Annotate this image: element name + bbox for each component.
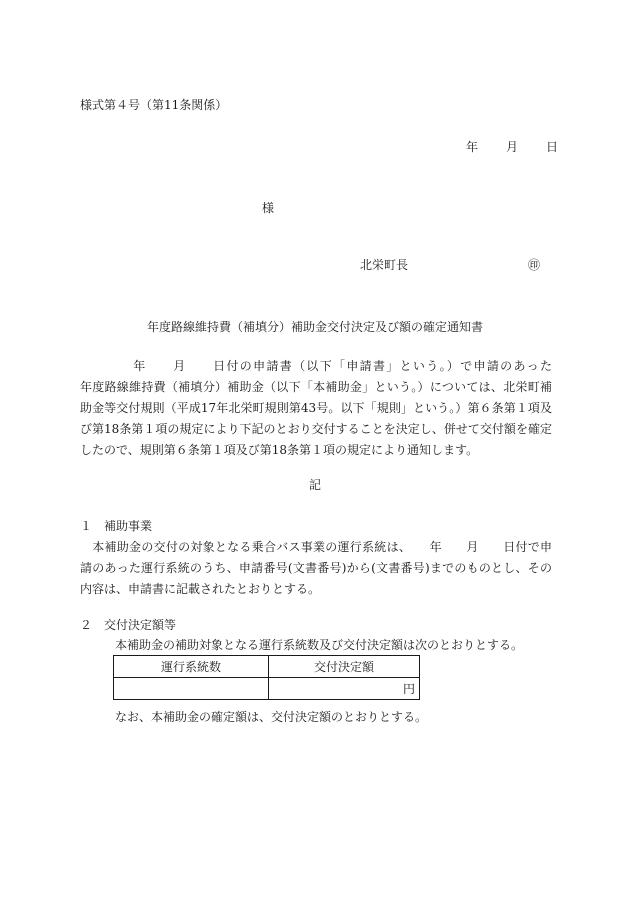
date-month: 月 — [506, 140, 519, 154]
form-number: 様式第４号（第11条関係） — [80, 98, 228, 112]
header-decision-amount: 交付決定額 — [269, 656, 420, 678]
table-header-row — [114, 656, 420, 678]
date-day: 日 — [546, 140, 559, 154]
section2-intro: 本補助金の補助対象となる運行系統数及び交付決定額は次のとおりとする。 — [115, 638, 524, 652]
cell-route-count — [114, 678, 269, 700]
document-title: 年度路線維持費（補填分）補助金交付決定及び額の確定通知書 — [146, 320, 483, 334]
section1-text: 本補助金の交付の対象となる乗合バス事業の運行系統は、 年 月 日付で申請のあった運行系統のうち、申請番号(文書番号)から(文書番号)までのものとし、その内容は、申請書に記載されたとおりとする。 — [80, 540, 552, 596]
date-year: 年 — [466, 140, 479, 154]
section2-note: なお、本補助金の確定額は、交付決定額のとおりとする。 — [115, 710, 428, 724]
addressee-honorific: 様 — [262, 201, 275, 215]
header-route-count: 運行系統数 — [114, 656, 269, 678]
table-row — [114, 678, 420, 700]
grant-amount-table — [113, 655, 420, 700]
date-line — [466, 138, 558, 155]
sender-title: 北栄町長 — [360, 258, 409, 272]
ki-marker: 記 — [308, 478, 321, 492]
body-paragraph: 年 月 日付の申請書（以下「申請書」という。）で申請のあった 年度路線維持費（補填分）補助金（以下「本補助金」という。）については、北栄町補助金等交付規則（平成17年北栄町規則第43号。以下「規則」という。）第６条第１項及び第18条第１項の規定により下記のとおり交付することを決定し、併せて交付額を確定したので、規則第６条第１項及び第18条第１項の規定により通知します。 — [80, 359, 589, 457]
cell-decision-amount: 円 — [269, 678, 420, 700]
section1-heading: １ 補助事業 — [80, 519, 153, 533]
section2-heading: ２ 交付決定額等 — [80, 618, 177, 632]
seal-mark: ㊞ — [528, 258, 541, 272]
